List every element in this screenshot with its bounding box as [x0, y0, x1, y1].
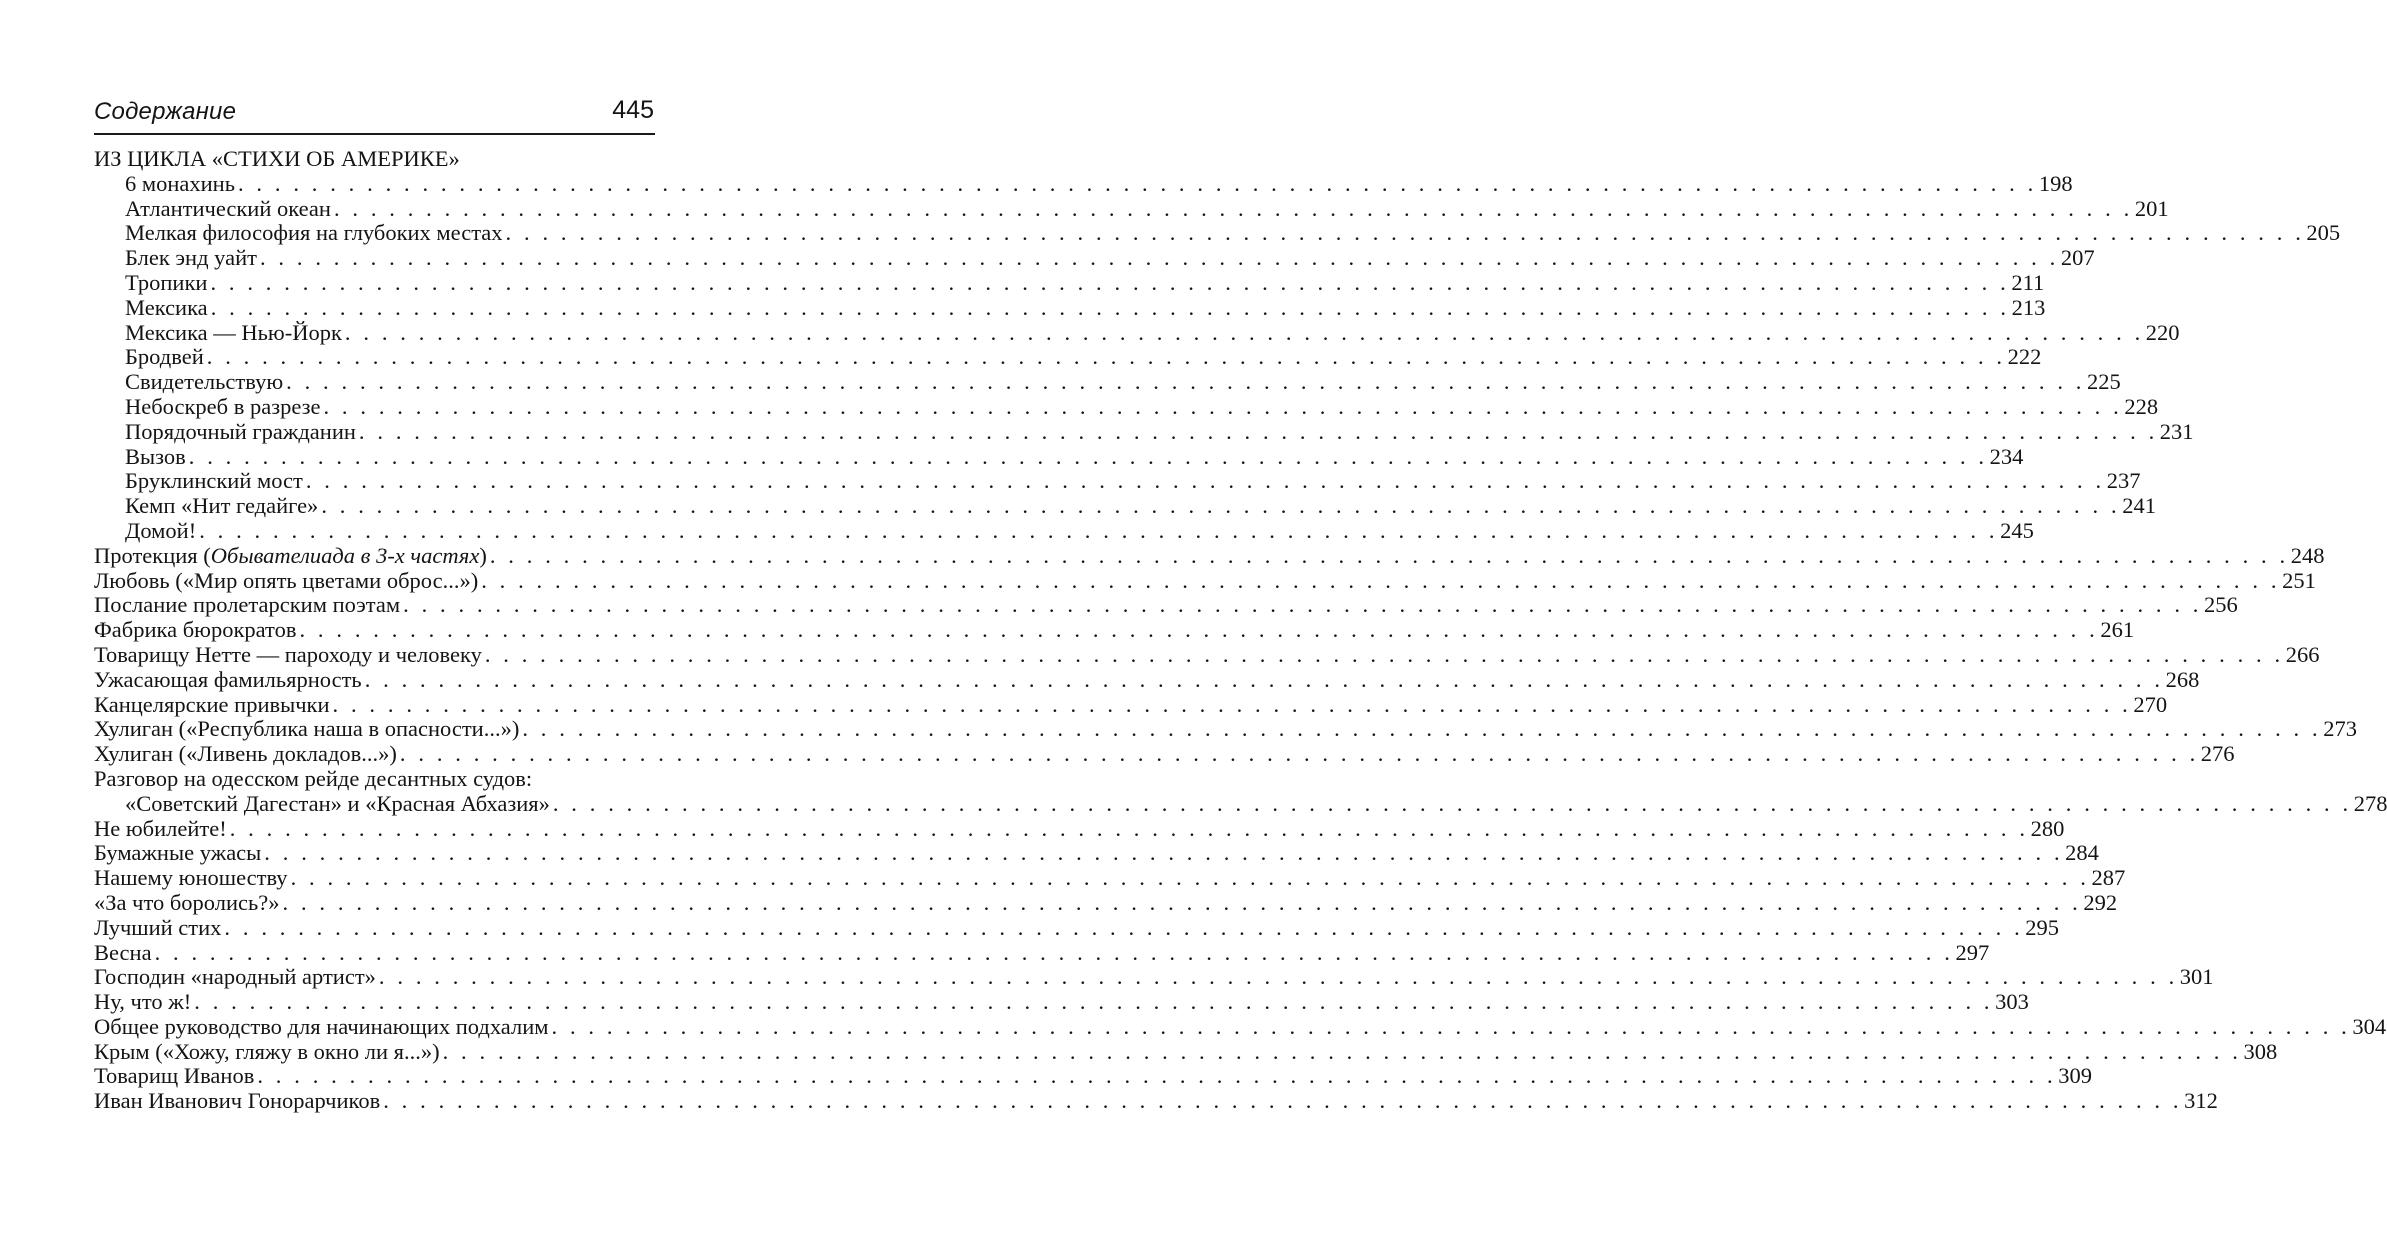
toc-entry[interactable] — [94, 964, 2214, 990]
header-rule — [94, 133, 655, 135]
dot-leader: . . . . . . . . . . . . . . . . . . . . . . . . . . . . . . . . . . . . . . . . . . . . . . . . . . . . . . . . . . . . . . . . . . . . . . . . . . . . . . . . . . . . . . . . . . . . . . . . . . — [378, 964, 2178, 990]
dot-leader: . . . . . . . . . . . . . . . . . . . . . . . . . . . . . . . . . . . . . . . . . . . . . . . . . . . . . . . . . . . . . . . . . . . . . . . . . . . . . . . . . . . . . . . . . . . . . . . . . . — [210, 294, 2010, 320]
toc-entry-title: Домой! — [125, 517, 197, 543]
toc-entry[interactable] — [94, 1088, 2218, 1114]
toc-entry-title: Порядочный гражданин — [125, 418, 356, 444]
toc-entry-page: 228 — [2124, 393, 2159, 419]
toc-entry[interactable] — [94, 989, 2029, 1015]
toc-entry-title: Фабрика бюрократов — [94, 617, 297, 643]
page-number: 445 — [612, 96, 654, 124]
dot-leader: . . . . . . . . . . . . . . . . . . . . . . . . . . . . . . . . . . . . . . . . . . . . . . . . . . . . . . . . . . . . . . . . . . . . . . . . . . . . . . . . . . . . . . . . . . . . . . . . . . — [305, 468, 2105, 494]
dot-leader: . . . . . . . . . . . . . . . . . . . . . . . . . . . . . . . . . . . . . . . . . . . . . . . . . . . . . . . . . . . . . . . . . . . . . . . . . . . . . . . . . . . . . . . . . . . . . . . . . . — [257, 1063, 2057, 1089]
dot-leader: . . . . . . . . . . . . . . . . . . . . . . . . . . . . . . . . . . . . . . . . . . . . . . . . . . . . . . . . . . . . . . . . . . . . . . . . . . . . . . . . . . . . . . . . . . . . . . . . . . — [344, 319, 2144, 345]
dot-leader: . . . . . . . . . . . . . . . . . . . . . . . . . . . . . . . . . . . . . . . . . . . . . . . . . . . . . . . . . . . . . . . . . . . . . . . . . . . . . . . . . . . . . . . . . . . . . . . . . . — [442, 1038, 2242, 1064]
dot-leader: . . . . . . . . . . . . . . . . . . . . . . . . . . . . . . . . . . . . . . . . . . . . . . . . . . . . . . . . . . . . . . . . . . . . . . . . . . . . . . . . . . . . . . . . . . . . . . . . . . — [188, 443, 1988, 469]
dot-leader: . . . . . . . . . . . . . . . . . . . . . . . . . . . . . . . . . . . . . . . . . . . . . . . . . . . . . . . . . . . . . . . . . . . . . . . . . . . . . . . . . . . . . . . . . . . . . . . . . . — [551, 1013, 2351, 1039]
toc-entry-title: Бумажные ужасы — [94, 840, 262, 866]
dot-leader: . . . . . . . . . . . . . . . . . . . . . . . . . . . . . . . . . . . . . . . . . . . . . . . . . . . . . . . . . . . . . . . . . . . . . . . . . . . . . . . . . . . . . . . . . . . . . . . . . . — [282, 889, 2082, 915]
toc-entry-page: 222 — [2007, 344, 2042, 370]
toc-entry-page: 251 — [2282, 567, 2316, 593]
toc-entry-page: 261 — [2100, 617, 2135, 643]
dot-leader: . . . . . . . . . . . . . . . . . . . . . . . . . . . . . . . . . . . . . . . . . . . . . . . . . . . . . . . . . . . . . . . . . . . . . . . . . . . . . . . . . . . . . . . . . . . . . . . . . . — [264, 840, 2064, 866]
toc-entry[interactable] — [94, 666, 2200, 693]
toc-entry-title: Атлантический океан — [125, 195, 331, 221]
toc-entry[interactable] — [94, 716, 2357, 742]
toc-entry-page: 237 — [2106, 468, 2141, 494]
toc-entry[interactable] — [94, 220, 2341, 246]
toc-entry-title: Общее руководство для начинающих подхалим — [94, 1013, 549, 1039]
toc-entry-title: Блек энд уайт — [125, 245, 257, 271]
dot-leader: . . . . . . . . . . . . . . . . . . . . . . . . . . . . . . . . . . . . . . . . . . . . . . . . . . . . . . . . . . . . . . . . . . . . . . . . . . . . . . . . . . . . . . . . . . . . . . . . . . — [154, 939, 1954, 965]
dot-leader: . . . . . . . . . . . . . . . . . . . . . . . . . . . . . . . . . . . . . . . . . . . . . . . . . . . . . . . . . . . . . . . . . . . . . . . . . . . . . . . . . . . . . . . . . . . . . . . . . . — [489, 542, 2289, 568]
toc-entry-title: Иван Иванович Гонорарчиков — [94, 1088, 381, 1114]
toc-entry-page: 301 — [2179, 964, 2214, 990]
toc-entry-title: Кемп «Нит гедайге» — [125, 493, 319, 519]
toc-entry[interactable] — [94, 269, 2045, 296]
dot-leader: . . . . . . . . . . . . . . . . . . . . . . . . . . . . . . . . . . . . . . . . . . . . . . . . . . . . . . . . . . . . . . . . . . . . . . . . . . . . . . . . . . . . . . . . . . . . . . . . . . — [364, 666, 2164, 692]
toc-entry-page: 312 — [2184, 1088, 2218, 1114]
running-header — [94, 96, 654, 136]
toc-entry[interactable] — [94, 914, 2060, 941]
toc-entry[interactable] — [94, 1038, 2278, 1065]
toc-entry-page: 295 — [2025, 914, 2060, 940]
protection-title: Протекция ( — [94, 542, 211, 568]
dot-leader: . . . . . . . . . . . . . . . . . . . . . . . . . . . . . . . . . . . . . . . . . . . . . . . . . . . . . . . . . . . . . . . . . . . . . . . . . . . . . . . . . . . . . . . . . . . . . . . . . . — [199, 517, 1999, 543]
toc-entry-title: Мексика — [125, 294, 208, 320]
toc-entry[interactable] — [94, 393, 2159, 420]
toc-entry-conversation-line1[interactable]: Разговор на одесском рейде десантных судов: — [94, 765, 533, 791]
toc-entry-title: Послание пролетарским поэтам — [94, 592, 401, 618]
toc-entry-page: 207 — [2060, 245, 2095, 271]
dot-leader: . . . . . . . . . . . . . . . . . . . . . . . . . . . . . . . . . . . . . . . . . . . . . . . . . . . . . . . . . . . . . . . . . . . . . . . . . . . . . . . . . . . . . . . . . . . . . . . . . . — [481, 567, 2281, 593]
toc-entry-title: Бродвей — [125, 344, 204, 370]
toc-entry[interactable] — [94, 865, 2126, 891]
toc-entry[interactable] — [94, 1013, 2387, 1040]
table-of-contents — [94, 146, 2387, 1114]
dot-leader: . . . . . . . . . . . . . . . . . . . . . . . . . . . . . . . . . . . . . . . . . . . . . . . . . . . . . . . . . . . . . . . . . . . . . . . . . . . . . . . . . . . . . . . . . . . . . . . . . . — [237, 170, 2037, 196]
dot-leader: . . . . . . . . . . . . . . . . . . . . . . . . . . . . . . . . . . . . . . . . . . . . . . . . . . . . . . . . . . . . . . . . . . . . . . . . . . . . . . . . . . . . . . . . . . . . . . . . . . — [358, 418, 2158, 444]
dot-leader: . . . . . . . . . . . . . . . . . . . . . . . . . . . . . . . . . . . . . . . . . . . . . . . . . . . . . . . . . . . . . . . . . . . . . . . . . . . . . . . . . . . . . . . . . . . . . . . . . . — [399, 741, 2199, 767]
toc-entry-page: 309 — [2058, 1063, 2092, 1089]
cycle-entries — [94, 170, 2341, 544]
toc-entry-page: 297 — [1955, 939, 1990, 965]
dot-leader: . . . . . . . . . . . . . . . . . . . . . . . . . . . . . . . . . . . . . . . . . . . . . . . . . . . . . . . . . . . . . . . . . . . . . . . . . . . . . . . . . . . . . . . . . . . . . . . . . . — [333, 195, 2133, 221]
toc-entry-page: 234 — [1989, 443, 2024, 469]
toc-entry-title: Мелкая философия на глубоких местах — [125, 220, 503, 246]
toc-entry-page: 211 — [2011, 269, 2045, 295]
dot-leader: . . . . . . . . . . . . . . . . . . . . . . . . . . . . . . . . . . . . . . . . . . . . . . . . . . . . . . . . . . . . . . . . . . . . . . . . . . . . . . . . . . . . . . . . . . . . . . . . . . — [522, 716, 2322, 742]
dot-leader: . . . . . . . . . . . . . . . . . . . . . . . . . . . . . . . . . . . . . . . . . . . . . . . . . . . . . . . . . . . . . . . . . . . . . . . . . . . . . . . . . . . . . . . . . . . . . . . . . . — [332, 691, 2132, 717]
toc-entry-page: 303 — [1995, 989, 2029, 1015]
toc-entry[interactable] — [94, 567, 2316, 594]
dot-leader: . . . . . . . . . . . . . . . . . . . . . . . . . . . . . . . . . . . . . . . . . . . . . . . . . . . . . . . . . . . . . . . . . . . . . . . . . . . . . . . . . . . . . . . . . . . . . . . . . . — [299, 617, 2099, 643]
toc-entry-title: Хулиган («Ливень докладов...») — [94, 741, 397, 767]
toc-entry-page: 213 — [2011, 294, 2046, 320]
dot-leader: . . . . . . . . . . . . . . . . . . . . . . . . . . . . . . . . . . . . . . . . . . . . . . . . . . . . . . . . . . . . . . . . . . . . . . . . . . . . . . . . . . . . . . . . . . . . . . . . . . — [259, 245, 2059, 271]
dot-leader: . . . . . . . . . . . . . . . . . . . . . . . . . . . . . . . . . . . . . . . . . . . . . . . . . . . . . . . . . . . . . . . . . . . . . . . . . . . . . . . . . . . . . . . . . . . . . . . . . . — [286, 369, 2086, 395]
toc-entry[interactable] — [94, 493, 2156, 519]
toc-entry-title: Нашему юношеству — [94, 865, 288, 891]
toc-entry-title: Любовь («Мир опять цветами оброс...») — [94, 567, 479, 593]
toc-entry[interactable] — [94, 418, 2194, 445]
toc-entry-page: 225 — [2087, 369, 2121, 395]
toc-entry-page: 256 — [2204, 592, 2238, 618]
dot-leader: . . . . . . . . . . . . . . . . . . . . . . . . . . . . . . . . . . . . . . . . . . . . . . . . . . . . . . . . . . . . . . . . . . . . . . . . . . . . . . . . . . . . . . . . . . . . . . . . . . — [505, 220, 2305, 246]
toc-entry-title: «Советский Дагестан» и «Красная Абхазия» — [125, 790, 550, 816]
toc-entry-page: 241 — [2122, 493, 2156, 519]
protection-close: ) — [479, 542, 487, 568]
toc-entry-title: Весна — [94, 939, 152, 965]
dot-leader: . . . . . . . . . . . . . . . . . . . . . . . . . . . . . . . . . . . . . . . . . . . . . . . . . . . . . . . . . . . . . . . . . . . . . . . . . . . . . . . . . . . . . . . . . . . . . . . . . . — [224, 914, 2024, 940]
toc-entry[interactable] — [94, 617, 2135, 643]
dot-leader: . . . . . . . . . . . . . . . . . . . . . . . . . . . . . . . . . . . . . . . . . . . . . . . . . . . . . . . . . . . . . . . . . . . . . . . . . . . . . . . . . . . . . . . . . . . . . . . . . . — [210, 269, 2010, 295]
dot-leader: . . . . . . . . . . . . . . . . . . . . . . . . . . . . . . . . . . . . . . . . . . . . . . . . . . . . . . . . . . . . . . . . . . . . . . . . . . . . . . . . . . . . . . . . . . . . . . . . . . — [194, 989, 1994, 1015]
dot-leader: . . . . . . . . . . . . . . . . . . . . . . . . . . . . . . . . . . . . . . . . . . . . . . . . . . . . . . . . . . . . . . . . . . . . . . . . . . . . . . . . . . . . . . . . . . . . . . . . . . — [552, 790, 2352, 816]
cycle-heading: ИЗ ЦИКЛА «СТИХИ ОБ АМЕРИКЕ» — [94, 146, 460, 171]
toc-entry-page: 231 — [2159, 418, 2194, 444]
toc-entry-page: 248 — [2290, 542, 2325, 568]
toc-entry[interactable] — [94, 592, 2238, 618]
toc-entry[interactable] — [94, 344, 2042, 370]
toc-entry-page: 292 — [2083, 889, 2118, 915]
toc-entry-page: 205 — [2306, 220, 2341, 246]
toc-entry-page: 268 — [2165, 666, 2200, 692]
toc-entry[interactable] — [94, 815, 2065, 842]
toc-entry[interactable] — [94, 170, 2073, 197]
toc-entry-title: Тропики — [125, 269, 208, 295]
toc-entry[interactable] — [94, 691, 2168, 718]
dot-leader: . . . . . . . . . . . . . . . . . . . . . . . . . . . . . . . . . . . . . . . . . . . . . . . . . . . . . . . . . . . . . . . . . . . . . . . . . . . . . . . . . . . . . . . . . . . . . . . . . . — [206, 344, 2006, 370]
dot-leader: . . . . . . . . . . . . . . . . . . . . . . . . . . . . . . . . . . . . . . . . . . . . . . . . . . . . . . . . . . . . . . . . . . . . . . . . . . . . . . . . . . . . . . . . . . . . . . . . . . — [229, 815, 2029, 841]
toc-entry[interactable] — [94, 1063, 2092, 1089]
toc-entry-title: 6 монахинь — [125, 170, 235, 196]
toc-entry[interactable] — [94, 517, 2034, 544]
dot-leader: . . . . . . . . . . . . . . . . . . . . . . . . . . . . . . . . . . . . . . . . . . . . . . . . . . . . . . . . . . . . . . . . . . . . . . . . . . . . . . . . . . . . . . . . . . . . . . . . . . — [383, 1088, 2183, 1114]
toc-entry-page: 287 — [2091, 865, 2126, 891]
dot-leader: . . . . . . . . . . . . . . . . . . . . . . . . . . . . . . . . . . . . . . . . . . . . . . . . . . . . . . . . . . . . . . . . . . . . . . . . . . . . . . . . . . . . . . . . . . . . . . . . . . — [290, 865, 2090, 891]
toc-entry-title: Ужасающая фамильярность — [94, 666, 362, 692]
toc-entry[interactable] — [94, 443, 2024, 470]
toc-entry-title: Товарищ Иванов — [94, 1063, 255, 1089]
toc-entry-title — [94, 544, 487, 569]
toc-entry-page: 276 — [2200, 741, 2235, 767]
toc-entry-title: Лучший стих — [94, 914, 222, 940]
protection-subtitle: Обывателиада в 3-х частях — [210, 542, 480, 568]
toc-entry[interactable] — [94, 741, 2235, 767]
toc-entries-group-b — [94, 815, 2387, 1115]
dot-leader: . . . . . . . . . . . . . . . . . . . . . . . . . . . . . . . . . . . . . . . . . . . . . . . . . . . . . . . . . . . . . . . . . . . . . . . . . . . . . . . . . . . . . . . . . . . . . . . . . . — [403, 592, 2203, 618]
toc-entry-title: Крым («Хожу, гляжу в окно ли я...») — [94, 1038, 440, 1064]
toc-entry-page: 280 — [2030, 815, 2065, 841]
toc-entry[interactable] — [94, 840, 2099, 866]
toc-entry[interactable] — [94, 294, 2046, 321]
toc-entry-title: Небоскреб в разрезе — [125, 393, 321, 419]
toc-entry-page: 270 — [2133, 691, 2168, 717]
toc-entry-page: 266 — [2285, 641, 2320, 667]
toc-entry-title: Бруклинский мост — [125, 468, 303, 494]
toc-entry-page: 304 — [2352, 1013, 2387, 1039]
dot-leader: . . . . . . . . . . . . . . . . . . . . . . . . . . . . . . . . . . . . . . . . . . . . . . . . . . . . . . . . . . . . . . . . . . . . . . . . . . . . . . . . . . . . . . . . . . . . . . . . . . — [323, 393, 2123, 419]
dot-leader: . . . . . . . . . . . . . . . . . . . . . . . . . . . . . . . . . . . . . . . . . . . . . . . . . . . . . . . . . . . . . . . . . . . . . . . . . . . . . . . . . . . . . . . . . . . . . . . . . . — [484, 641, 2284, 667]
toc-entry-page: 273 — [2323, 716, 2357, 742]
toc-entry[interactable] — [94, 245, 2095, 271]
toc-entry-title: Вызов — [125, 443, 186, 469]
toc-entry-title: Ну, что ж! — [94, 989, 192, 1015]
toc-entry-page: 278 — [2353, 790, 2387, 816]
toc-entry-page: 220 — [2145, 319, 2180, 345]
toc-entry[interactable] — [94, 319, 2180, 346]
toc-entry[interactable] — [94, 641, 2320, 668]
toc-entry[interactable] — [94, 369, 2121, 395]
toc-entry-title: Господин «народный артист» — [94, 964, 376, 990]
toc-entry-title: Хулиган («Республика наша в опасности...») — [94, 716, 520, 742]
toc-entry-page: 198 — [2038, 170, 2073, 196]
toc-entry[interactable] — [94, 468, 2141, 494]
toc-entry-page: 284 — [2065, 840, 2099, 866]
toc-entry-protection[interactable] — [94, 542, 2325, 569]
toc-entries-group-a — [94, 567, 2357, 767]
toc-entry-conversation[interactable] — [94, 790, 2387, 817]
running-header-title: Содержание — [94, 98, 237, 125]
toc-entry-page: 201 — [2134, 195, 2169, 221]
toc-entry-page: 245 — [2000, 517, 2034, 543]
toc-entry-title: «За что боролись?» — [94, 889, 280, 915]
toc-entry-title: Свидетельствую — [125, 369, 284, 395]
toc-entry-title: Мексика — Нью-Йорк — [125, 319, 342, 345]
toc-entry[interactable] — [94, 195, 2169, 222]
dot-leader: . . . . . . . . . . . . . . . . . . . . . . . . . . . . . . . . . . . . . . . . . . . . . . . . . . . . . . . . . . . . . . . . . . . . . . . . . . . . . . . . . . . . . . . . . . . . . . . . . . — [321, 493, 2121, 519]
toc-entry-title: Не юбилейте! — [94, 815, 227, 841]
toc-entry[interactable] — [94, 939, 1990, 966]
toc-entry-page: 308 — [2243, 1038, 2278, 1064]
toc-entry-title: Товарищу Нетте — пароходу и человеку — [94, 641, 482, 667]
toc-entry-title: Канцелярские привычки — [94, 691, 330, 717]
toc-entry[interactable] — [94, 889, 2118, 916]
